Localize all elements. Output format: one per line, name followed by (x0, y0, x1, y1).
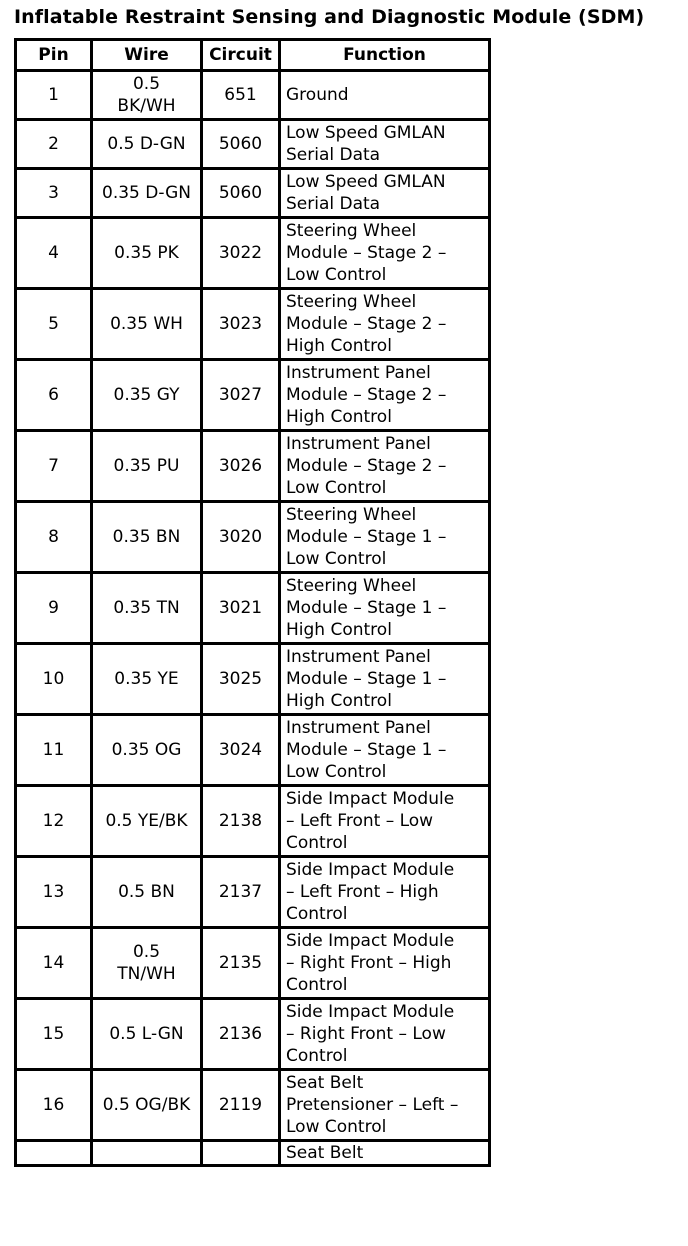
circuit-cell: 3024 (202, 715, 280, 786)
table-row (16, 573, 490, 644)
wire-cell (92, 1141, 202, 1166)
wire-cell: 0.5 OG/BK (92, 1070, 202, 1141)
table-row (16, 715, 490, 786)
table-row (16, 289, 490, 360)
function-cell: Side Impact Module – Left Front – High Control (280, 857, 490, 928)
pin-cell: 11 (16, 715, 92, 786)
table-row (16, 360, 490, 431)
wire-cell: 0.35 TN (92, 573, 202, 644)
circuit-cell: 3023 (202, 289, 280, 360)
circuit-cell: 3027 (202, 360, 280, 431)
pin-cell: 1 (16, 71, 92, 120)
function-cell: Low Speed GMLAN Serial Data (280, 120, 490, 169)
function-cell: Steering Wheel Module – Stage 2 – High Control (280, 289, 490, 360)
circuit-cell: 651 (202, 71, 280, 120)
wire-cell: 0.5 YE/BK (92, 786, 202, 857)
wire-cell: 0.35 YE (92, 644, 202, 715)
wire-cell: 0.5 L-GN (92, 999, 202, 1070)
function-cell: Seat Belt Pretensioner – Left – Low Control (280, 1070, 490, 1141)
circuit-cell: 2135 (202, 928, 280, 999)
pin-cell: 3 (16, 169, 92, 218)
circuit-cell: 3021 (202, 573, 280, 644)
circuit-cell: 2137 (202, 857, 280, 928)
wire-cell: 0.5 D-GN (92, 120, 202, 169)
wire-cell: 0.35 OG (92, 715, 202, 786)
function-cell: Low Speed GMLAN Serial Data (280, 169, 490, 218)
header-function: Function (280, 40, 490, 71)
header-circuit: Circuit (202, 40, 280, 71)
pin-cell: 8 (16, 502, 92, 573)
table-row (16, 644, 490, 715)
wire-cell: 0.35 D-GN (92, 169, 202, 218)
pin-cell: 2 (16, 120, 92, 169)
wire-cell: 0.35 PU (92, 431, 202, 502)
circuit-cell: 5060 (202, 120, 280, 169)
circuit-cell: 3020 (202, 502, 280, 573)
function-cell: Steering Wheel Module – Stage 2 – Low Control (280, 218, 490, 289)
pin-cell: 6 (16, 360, 92, 431)
header-wire: Wire (92, 40, 202, 71)
circuit-cell: 3022 (202, 218, 280, 289)
circuit-cell: 2138 (202, 786, 280, 857)
pin-cell: 16 (16, 1070, 92, 1141)
wire-cell: 0.35 WH (92, 289, 202, 360)
pin-cell: 14 (16, 928, 92, 999)
pinout-table (14, 38, 491, 1167)
wire-cell: 0.5 BN (92, 857, 202, 928)
pin-cell: 9 (16, 573, 92, 644)
pin-cell: 5 (16, 289, 92, 360)
table-row (16, 928, 490, 999)
table-header-row (16, 40, 490, 71)
pin-cell: 10 (16, 644, 92, 715)
pin-cell: 13 (16, 857, 92, 928)
pin-cell: 12 (16, 786, 92, 857)
wire-cell: 0.35 BN (92, 502, 202, 573)
wire-cell: 0.5 BK/WH (92, 71, 202, 120)
table-row (16, 431, 490, 502)
table-row (16, 786, 490, 857)
wire-cell: 0.5 TN/WH (92, 928, 202, 999)
table-row (16, 120, 490, 169)
table-row (16, 1070, 490, 1141)
table-row (16, 71, 490, 120)
table-row (16, 502, 490, 573)
table-row (16, 857, 490, 928)
circuit-cell: 5060 (202, 169, 280, 218)
function-cell: Instrument Panel Module – Stage 1 – High Control (280, 644, 490, 715)
header-pin: Pin (16, 40, 92, 71)
pin-cell (16, 1141, 92, 1166)
circuit-cell (202, 1141, 280, 1166)
function-cell: Steering Wheel Module – Stage 1 – Low Control (280, 502, 490, 573)
table-row (16, 999, 490, 1070)
function-cell: Instrument Panel Module – Stage 1 – Low Control (280, 715, 490, 786)
page-title: Inflatable Restraint Sensing and Diagnostic Module (SDM) (14, 6, 645, 28)
function-cell: Instrument Panel Module – Stage 2 – Low Control (280, 431, 490, 502)
table-row (16, 169, 490, 218)
pin-cell: 7 (16, 431, 92, 502)
circuit-cell: 3025 (202, 644, 280, 715)
circuit-cell: 2119 (202, 1070, 280, 1141)
circuit-cell: 3026 (202, 431, 280, 502)
function-cell: Ground (280, 71, 490, 120)
circuit-cell: 2136 (202, 999, 280, 1070)
function-cell: Instrument Panel Module – Stage 2 – High Control (280, 360, 490, 431)
wire-cell: 0.35 PK (92, 218, 202, 289)
table-row (16, 1141, 490, 1166)
table-row (16, 218, 490, 289)
pin-cell: 4 (16, 218, 92, 289)
function-cell: Side Impact Module – Right Front – High Control (280, 928, 490, 999)
function-cell: Steering Wheel Module – Stage 1 – High Control (280, 573, 490, 644)
wire-cell: 0.35 GY (92, 360, 202, 431)
pin-cell: 15 (16, 999, 92, 1070)
function-cell: Side Impact Module – Right Front – Low Control (280, 999, 490, 1070)
function-cell: Side Impact Module – Left Front – Low Control (280, 786, 490, 857)
function-cell: Seat Belt (280, 1141, 490, 1166)
